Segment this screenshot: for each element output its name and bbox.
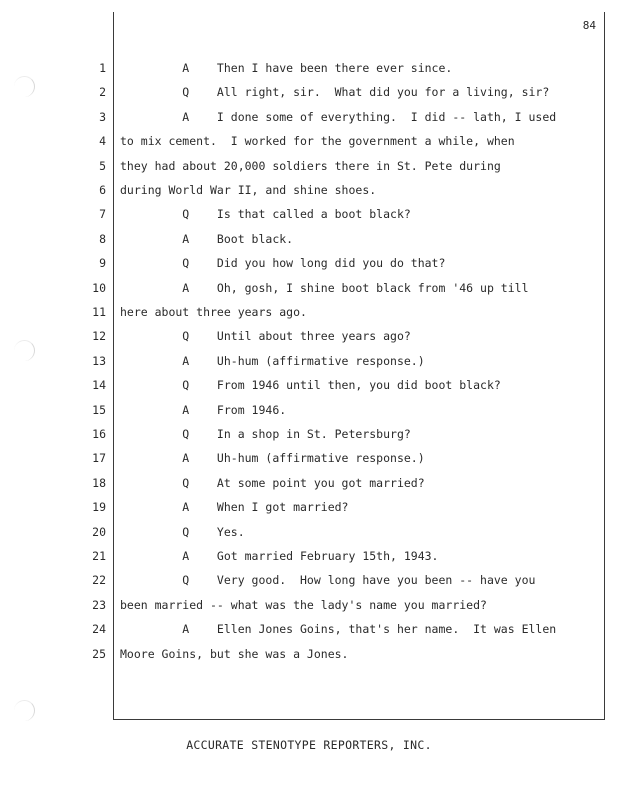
transcript-line: [0, 154, 618, 178]
line-text: Q Is that called a boot black?: [120, 207, 411, 222]
line-number: 16: [92, 427, 106, 441]
transcript-line: [0, 202, 618, 226]
line-text: A Oh, gosh, I shine boot black from '46 up till: [120, 280, 529, 295]
transcript-line: [0, 593, 618, 617]
line-text: A When I got married?: [120, 500, 349, 515]
transcript-line: [0, 349, 618, 373]
line-number: 25: [92, 646, 106, 661]
line-number: 20: [92, 524, 106, 539]
line-text: to mix cement. I worked for the government a while, when: [120, 134, 515, 149]
transcript-line: [0, 642, 618, 666]
transcript-line: [0, 80, 618, 104]
line-number: 23: [92, 597, 106, 612]
line-text: A From 1946.: [120, 402, 287, 417]
transcript-line: [0, 398, 618, 422]
line-text: Q Very good. How long have you been -- have you: [120, 573, 536, 588]
line-number: 22: [92, 573, 106, 588]
transcript-line: [0, 422, 618, 446]
line-text: Q Until about three years ago?: [120, 329, 411, 344]
footer-reporter-name: ACCURATE STENOTYPE REPORTERS, INC.: [186, 738, 432, 752]
line-text: A I done some of everything. I did -- lath, I used: [120, 109, 557, 124]
line-number: 17: [92, 451, 106, 466]
transcript-line: [0, 544, 618, 568]
transcript-line: [0, 495, 618, 519]
line-number: 7: [99, 207, 106, 222]
line-number: 13: [92, 353, 106, 368]
line-number: 9: [99, 256, 106, 271]
line-number: 10: [92, 280, 106, 295]
transcript-line: [0, 300, 618, 324]
line-number: 14: [92, 378, 106, 393]
transcript-line: [0, 373, 618, 397]
transcript-line: [0, 105, 618, 129]
line-text: A Uh-hum (affirmative response.): [120, 353, 425, 368]
transcript-line: [0, 446, 618, 470]
line-text: A Then I have been there ever since.: [120, 61, 453, 75]
line-text: A Boot black.: [120, 231, 294, 246]
line-number: 11: [92, 305, 106, 319]
line-text: A Uh-hum (affirmative response.): [120, 451, 425, 466]
transcript-line: [0, 568, 618, 592]
line-number: 6: [99, 183, 106, 197]
line-number: 5: [99, 158, 106, 173]
line-number: 3: [99, 109, 106, 124]
line-number: 15: [92, 402, 106, 417]
line-number: 24: [92, 622, 106, 637]
transcript-line: [0, 617, 618, 641]
line-number: 4: [99, 134, 106, 149]
line-text: here about three years ago.: [120, 305, 307, 319]
line-number: 8: [99, 231, 106, 246]
line-text: during World War II, and shine shoes.: [120, 183, 377, 197]
transcript-line: [0, 56, 618, 80]
line-text: been married -- what was the lady's name you married?: [120, 597, 487, 612]
line-text: Q Did you how long did you do that?: [120, 256, 446, 271]
line-text: they had about 20,000 soldiers there in St. Pete during: [120, 158, 501, 173]
transcript-line: [0, 471, 618, 495]
line-text: Q Yes.: [120, 524, 245, 539]
line-text: Q From 1946 until then, you did boot black?: [120, 378, 501, 393]
transcript-line: [0, 520, 618, 544]
page-number: 84: [582, 19, 596, 32]
line-number: 12: [92, 329, 106, 344]
transcript-line: [0, 276, 618, 300]
line-text: A Got married February 15th, 1943.: [120, 549, 439, 563]
line-number: 19: [92, 500, 106, 515]
transcript-line: [0, 178, 618, 202]
transcript-line: [0, 227, 618, 251]
line-number: 21: [92, 549, 106, 563]
line-text: Q At some point you got married?: [120, 475, 425, 490]
line-text: Q In a shop in St. Petersburg?: [120, 427, 411, 441]
line-number: 18: [92, 475, 106, 490]
transcript-line: [0, 129, 618, 153]
transcript-line: [0, 251, 618, 275]
line-number: 1: [99, 61, 106, 75]
punch-hole-bottom: [14, 700, 35, 721]
transcript-line: [0, 324, 618, 348]
line-text: Q All right, sir. What did you for a living, sir?: [120, 85, 550, 100]
line-number: 2: [99, 85, 106, 100]
line-text: Moore Goins, but she was a Jones.: [120, 646, 349, 661]
line-text: A Ellen Jones Goins, that's her name. It was Ellen: [120, 622, 557, 637]
